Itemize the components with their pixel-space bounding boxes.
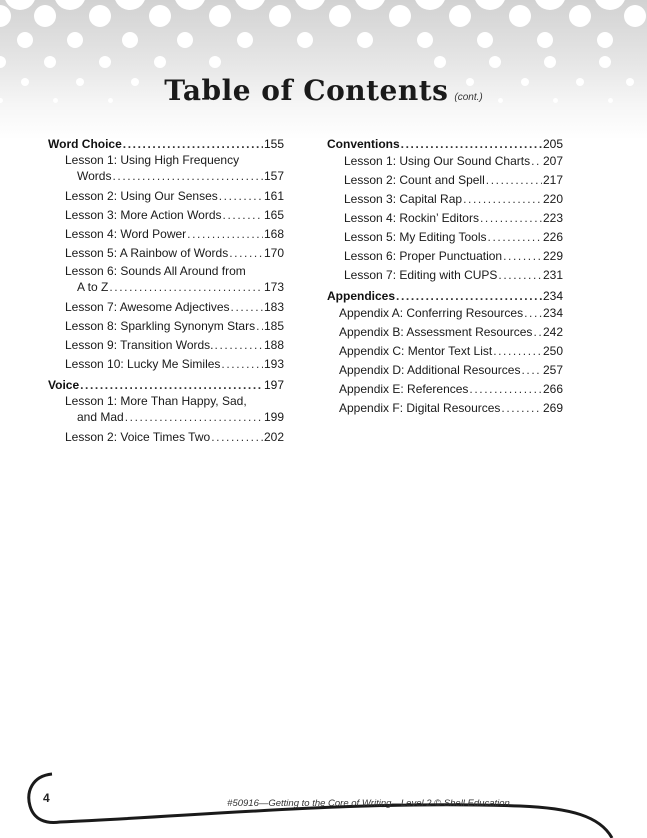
- toc-appendix-entry: [339, 304, 563, 323]
- entry-label: Lesson 1: Using High Frequency: [65, 153, 240, 167]
- toc-lesson-entry: [344, 152, 563, 171]
- page-ref: 269: [542, 401, 563, 415]
- leader-dots: [256, 317, 263, 336]
- entry-label-part: A to Z: [77, 280, 109, 294]
- toc-section-entry: [48, 136, 284, 152]
- entry-label: Appendix E: References: [339, 382, 469, 396]
- entry-label: Conventions: [327, 137, 400, 151]
- leader-dots: [187, 225, 263, 244]
- leader-dots: [219, 187, 263, 206]
- leader-dots: [231, 298, 263, 317]
- toc-lesson-entry: [65, 187, 284, 206]
- leader-dots: [498, 266, 542, 285]
- header-dot: [209, 56, 221, 68]
- page-ref: 183: [263, 300, 284, 314]
- page-footer: [0, 760, 647, 838]
- toc-lesson-entry: [65, 336, 284, 355]
- leader-dots: [480, 209, 542, 228]
- header-dot: [544, 56, 556, 68]
- page-ref: 161: [263, 189, 284, 203]
- header-dot: [569, 5, 591, 27]
- toc-lesson-entry: [65, 317, 284, 336]
- page-ref: 257: [542, 363, 563, 377]
- toc-lesson-entry: [344, 228, 563, 247]
- leader-dots: [486, 171, 542, 190]
- header-dot: [154, 56, 166, 68]
- leader-dots: [112, 168, 263, 184]
- entry-label: Appendix C: Mentor Text List: [339, 344, 493, 358]
- leader-dots: [396, 288, 542, 304]
- leader-dots: [223, 206, 263, 225]
- entry-label: Lesson 2: Count and Spell: [344, 173, 485, 187]
- entry-label: Lesson 2: Voice Times Two: [65, 430, 211, 444]
- toc-right-column: [327, 136, 563, 418]
- title-cont-label: (cont.): [454, 92, 483, 103]
- toc-appendix-entry: [339, 323, 563, 342]
- header-dot: [449, 5, 471, 27]
- toc-section-entry: [48, 377, 284, 393]
- entry-label: Lesson 3: Capital Rap: [344, 192, 463, 206]
- header-dot: [597, 32, 613, 48]
- header-dot: [389, 5, 411, 27]
- header-dot: [237, 32, 253, 48]
- header-dot: [534, 0, 566, 10]
- toc-section-entry: [327, 136, 563, 152]
- leader-dots: [531, 152, 542, 171]
- header-dot: [122, 32, 138, 48]
- leader-dots: [211, 428, 263, 447]
- entry-label: Voice: [48, 378, 80, 392]
- header-dot: [34, 5, 56, 27]
- entry-label: Lesson 1: More Than Happy, Sad,: [65, 394, 247, 408]
- toc-lesson-entry: [344, 209, 563, 228]
- header-dot: [89, 5, 111, 27]
- toc-lesson-entry: [65, 393, 284, 425]
- entry-label-part: and Mad: [77, 410, 124, 424]
- header-dot: [414, 0, 446, 10]
- header-dot: [357, 32, 373, 48]
- entry-label: Lesson 5: A Rainbow of Words: [65, 246, 229, 260]
- leader-dots: [80, 377, 263, 393]
- footer-credit: #50916—Getting to the Core of Writing—Level 2 © Shell Education: [227, 798, 510, 809]
- page-title: [0, 74, 647, 107]
- page-ref: 165: [263, 208, 284, 222]
- header-dot: [54, 0, 86, 10]
- toc-lesson-entry: [65, 428, 284, 447]
- header-dot: [417, 32, 433, 48]
- header-dot: [354, 0, 386, 10]
- header-dot: [209, 5, 231, 27]
- page-ref: 197: [263, 378, 284, 392]
- page-ref: 217: [542, 173, 563, 187]
- toc-lesson-entry: [65, 244, 284, 263]
- leader-dots: [215, 336, 263, 355]
- entry-label: Lesson 6: Sounds All Around from: [65, 264, 246, 278]
- leader-dots: [401, 136, 542, 152]
- page-ref: 229: [542, 249, 563, 263]
- header-dot: [294, 0, 326, 10]
- page-ref: 173: [263, 280, 284, 294]
- entry-label: Appendix D: Additional Resources: [339, 363, 521, 377]
- entry-label: Lesson 6: Proper Punctuation: [344, 249, 503, 263]
- header-dot: [17, 32, 33, 48]
- header-dot: [0, 56, 6, 68]
- entry-label: Lesson 4: Word Power: [65, 227, 187, 241]
- leader-dots: [469, 380, 542, 399]
- page-ref: 193: [263, 357, 284, 371]
- page-ref: 199: [263, 410, 284, 424]
- header-dot: [44, 56, 56, 68]
- leader-dots: [501, 399, 542, 418]
- header-dot: [234, 0, 266, 10]
- header-dot: [99, 56, 111, 68]
- toc-lesson-entry: [65, 206, 284, 225]
- page-ref: 185: [263, 319, 284, 333]
- page-ref: 155: [263, 137, 284, 151]
- header-dot: [67, 32, 83, 48]
- entry-label: Lesson 7: Awesome Adjectives: [65, 300, 230, 314]
- toc-lesson-entry: [65, 298, 284, 317]
- entry-label: Appendices: [327, 289, 396, 303]
- header-dot: [477, 32, 493, 48]
- leader-dots: [533, 323, 542, 342]
- entry-label: Lesson 4: Rockin’ Editors: [344, 211, 479, 225]
- entry-label: Appendix F: Digital Resources: [339, 401, 501, 415]
- page-ref: 242: [542, 325, 563, 339]
- toc-section-entry: [327, 288, 563, 304]
- toc-lesson-entry: [344, 171, 563, 190]
- toc-appendix-entry: [339, 342, 563, 361]
- entry-label: Lesson 3: More Action Words: [65, 208, 222, 222]
- entry-label: Appendix A: Conferring Resources: [339, 306, 524, 320]
- page-ref: 202: [263, 430, 284, 444]
- page-ref: 226: [542, 230, 563, 244]
- toc-lesson-entry: [344, 266, 563, 285]
- header-dot: [329, 5, 351, 27]
- leader-dots: [463, 190, 542, 209]
- page-ref: 220: [542, 192, 563, 206]
- toc-lesson-entry: [65, 263, 284, 295]
- toc-lesson-entry: [65, 225, 284, 244]
- header-dot: [474, 0, 506, 10]
- entry-label-part: Words: [77, 169, 112, 183]
- page-ref: 266: [542, 382, 563, 396]
- leader-dots: [125, 409, 263, 425]
- page-ref: 231: [542, 268, 563, 282]
- entry-label: Lesson 8: Sparkling Synonym Stars: [65, 319, 256, 333]
- toc-lesson-entry: [344, 190, 563, 209]
- page-ref: 223: [542, 211, 563, 225]
- toc-lesson-entry: [344, 247, 563, 266]
- header-dot-pattern: [0, 0, 647, 140]
- leader-dots: [524, 304, 542, 323]
- leader-dots: [488, 228, 542, 247]
- toc-appendix-entry: [339, 399, 563, 418]
- page-ref: 205: [542, 137, 563, 151]
- entry-label-continued: [65, 279, 284, 295]
- leader-dots: [221, 355, 263, 374]
- page-ref: 234: [542, 289, 563, 303]
- header-dot: [509, 5, 531, 27]
- entry-label: Lesson 9: Transition Words.: [65, 338, 214, 352]
- page-ref: 234: [542, 306, 563, 320]
- toc-lesson-entry: [65, 152, 284, 184]
- entry-label: Lesson 1: Using Our Sound Charts: [344, 154, 531, 168]
- leader-dots: [109, 279, 263, 295]
- entry-label-continued: [65, 168, 284, 184]
- leader-dots: [521, 361, 542, 380]
- header-dot: [537, 32, 553, 48]
- toc-left-column: [48, 136, 284, 447]
- entry-label: Lesson 7: Editing with CUPS: [344, 268, 498, 282]
- page-ref: 250: [542, 344, 563, 358]
- header-dot: [489, 56, 501, 68]
- entry-label-continued: [65, 409, 284, 425]
- header-dot: [599, 56, 611, 68]
- leader-dots: [493, 342, 542, 361]
- entry-label: Appendix B: Assessment Resources: [339, 325, 533, 339]
- toc-lesson-entry: [65, 355, 284, 374]
- page-ref: 207: [542, 154, 563, 168]
- page-ref: 170: [263, 246, 284, 260]
- title-main: Table of Contents: [164, 74, 449, 107]
- entry-label: Word Choice: [48, 137, 122, 151]
- toc-appendix-entry: [339, 361, 563, 380]
- page-number: 4: [43, 791, 50, 805]
- header-dot: [624, 5, 646, 27]
- entry-label: Lesson 2: Using Our Senses: [65, 189, 218, 203]
- header-dot: [177, 32, 193, 48]
- leader-dots: [229, 244, 263, 263]
- page-ref: 168: [263, 227, 284, 241]
- header-dot: [114, 0, 146, 10]
- toc-appendix-entry: [339, 380, 563, 399]
- header-dot: [594, 0, 626, 10]
- leader-dots: [503, 247, 542, 266]
- header-dot: [434, 56, 446, 68]
- header-dot: [0, 5, 11, 27]
- page-ref: 188: [263, 338, 284, 352]
- header-dot: [149, 5, 171, 27]
- header-dot: [269, 5, 291, 27]
- page-ref: 157: [263, 169, 284, 183]
- entry-label: Lesson 10: Lucky Me Similes: [65, 357, 221, 371]
- leader-dots: [123, 136, 263, 152]
- header-dot: [297, 32, 313, 48]
- header-dot: [174, 0, 206, 10]
- entry-label: Lesson 5: My Editing Tools: [344, 230, 487, 244]
